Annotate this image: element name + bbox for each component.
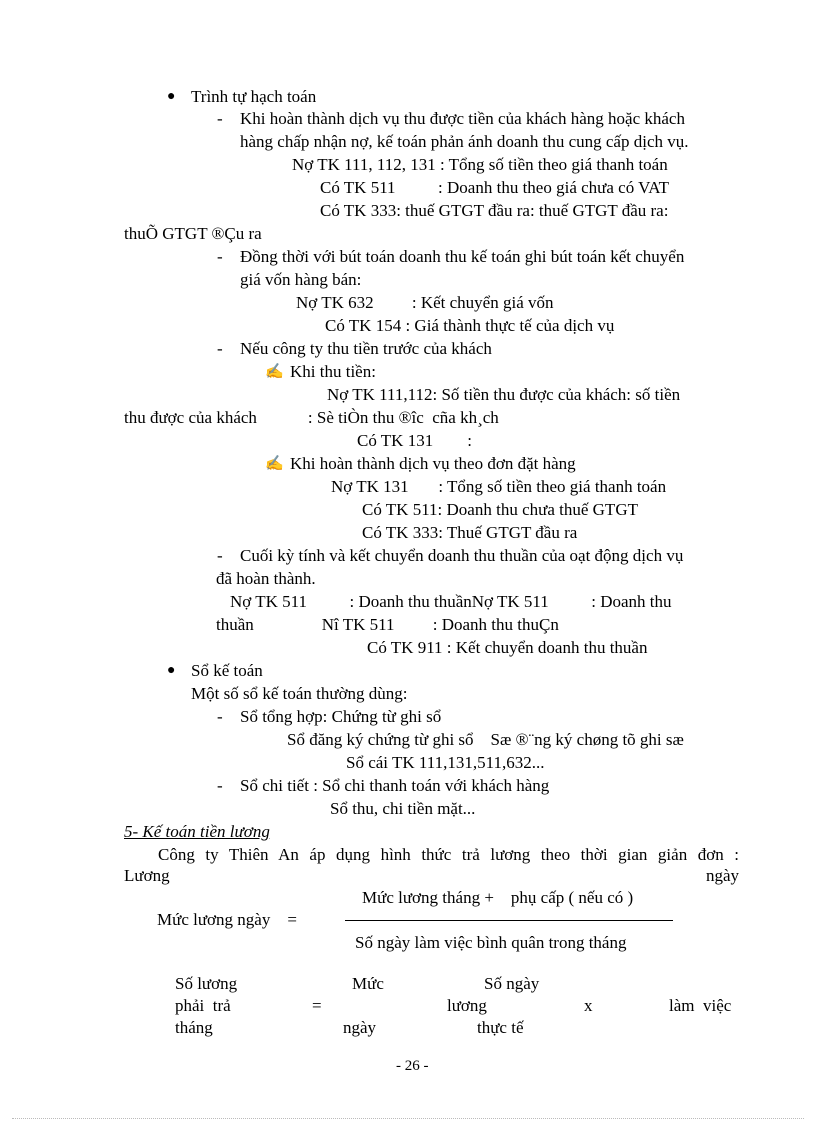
journal-entry: Nợ TK 131 : Tổng số tiền theo giá thanh toán <box>331 477 667 496</box>
formula-term: tháng <box>175 1018 213 1037</box>
text-line: Sổ thu, chi tiền mặt... <box>330 799 476 818</box>
section-title: Trình tự hạch toán <box>191 87 317 106</box>
dash-icon: - <box>217 247 223 266</box>
text-line: Sổ tổng hợp: Chứng từ ghi sổ <box>240 707 442 726</box>
section-heading: 5- Kế toán tiền lương <box>124 822 270 841</box>
text-line: Khi hoàn thành dịch vụ thu được tiền của khách hàng hoặc khách <box>240 109 685 128</box>
journal-entry: Có TK 911 : Kết chuyển doanh thu thuần <box>367 638 648 657</box>
paragraph-line <box>124 866 739 886</box>
text-line: Nếu công ty thu tiền trước của khách <box>240 339 492 358</box>
bullet-icon: ● <box>167 89 176 104</box>
text-line: thuÕ GTGT ®Çu ra <box>124 224 262 243</box>
section-title: Sổ kế toán <box>191 661 263 680</box>
journal-entry: Có TK 131 : <box>357 431 472 450</box>
page-border <box>12 1118 804 1119</box>
text-line: Sổ chi tiết : Sổ chi thanh toán với khách hàng <box>240 776 550 795</box>
multiply-sign: x <box>584 996 593 1015</box>
paragraph-line: Công ty Thiên An áp dụng hình thức trả lương theo thời gian giản đơn : <box>158 845 739 864</box>
text-line: giá vốn hàng bán: <box>240 270 362 289</box>
journal-entry: Có TK 333: thuế GTGT đầu ra: thuế GTGT đầu ra: <box>320 201 669 220</box>
dash-icon: - <box>217 707 223 726</box>
formula-term: làm việc <box>669 996 732 1015</box>
text-line: Sổ cái TK 111,131,511,632... <box>346 753 545 772</box>
formula-term: thực tế <box>477 1018 524 1037</box>
dash-icon: - <box>217 546 223 565</box>
bullet-icon: ● <box>167 663 176 678</box>
equals-sign: = <box>312 996 322 1015</box>
journal-entry: Nợ TK 632 : Kết chuyển giá vốn <box>296 293 554 312</box>
formula-term: Mức <box>352 974 384 993</box>
writing-hand-icon: ✍ <box>265 364 284 380</box>
text-line: Khi hoàn thành dịch vụ theo đơn đặt hàng <box>290 454 576 473</box>
dash-icon: - <box>217 776 223 795</box>
journal-entry: Nợ TK 511 : Doanh thu thuầnNợ TK 511 : Doanh thu <box>230 592 672 611</box>
formula-numerator: Mức lương tháng + phụ cấp ( nếu có ) <box>362 888 634 907</box>
text-line: Một số sổ kế toán thường dùng: <box>191 684 408 703</box>
writing-hand-icon: ✍ <box>265 456 284 472</box>
journal-entry: Nợ TK 111,112: Số tiền thu được của khách: số tiền <box>327 385 681 404</box>
dash-icon: - <box>217 339 223 358</box>
formula-term: Số lương <box>175 974 238 993</box>
page-number: - 26 - <box>396 1058 429 1074</box>
text-line: Khi thu tiền: <box>290 362 376 381</box>
journal-entry: Có TK 511 : Doanh thu theo giá chưa có VAT <box>320 178 670 197</box>
text-line: hàng chấp nhận nợ, kế toán phản ánh doanh thu cung cấp dịch vụ. <box>240 132 689 151</box>
formula-term: ngày <box>343 1018 377 1037</box>
paragraph-word: ngày <box>705 866 739 885</box>
text-line: Đồng thời với bút toán doanh thu kế toán ghi bút toán kết chuyển <box>240 247 685 266</box>
text-line: Cuối kỳ tính và kết chuyển doanh thu thuần của oạt động dịch vụ <box>240 546 684 565</box>
text-line: đã hoàn thành. <box>216 569 316 588</box>
text-line: Sổ đăng ký chứng từ ghi sổ Sæ ®¨ng ký chøng tõ ghi sæ <box>287 730 684 749</box>
journal-entry: Nợ TK 111, 112, 131 : Tổng số tiền theo giá thanh toán <box>292 155 668 174</box>
formula-term: phải trả <box>175 996 231 1015</box>
journal-entry: Có TK 154 : Giá thành thực tế của dịch vụ <box>325 316 615 335</box>
journal-entry: Có TK 511: Doanh thu chưa thuế GTGT <box>362 500 638 519</box>
fraction-bar <box>345 920 673 921</box>
journal-entry: Có TK 333: Thuế GTGT đầu ra <box>362 523 578 542</box>
dash-icon: - <box>217 109 223 128</box>
formula-label: Mức lương ngày = <box>157 910 297 929</box>
journal-entry: thuần Nî TK 511 : Doanh thu thuÇn <box>216 615 559 634</box>
journal-entry: thu được của khách : Sè tiÒn thu ®îc cña kh¸ch <box>124 408 499 427</box>
paragraph-word: Lương <box>124 866 170 885</box>
formula-denominator: Số ngày làm việc bình quân trong tháng <box>355 933 627 952</box>
formula-term: Số ngày <box>484 974 540 993</box>
formula-term: lương <box>447 996 487 1015</box>
